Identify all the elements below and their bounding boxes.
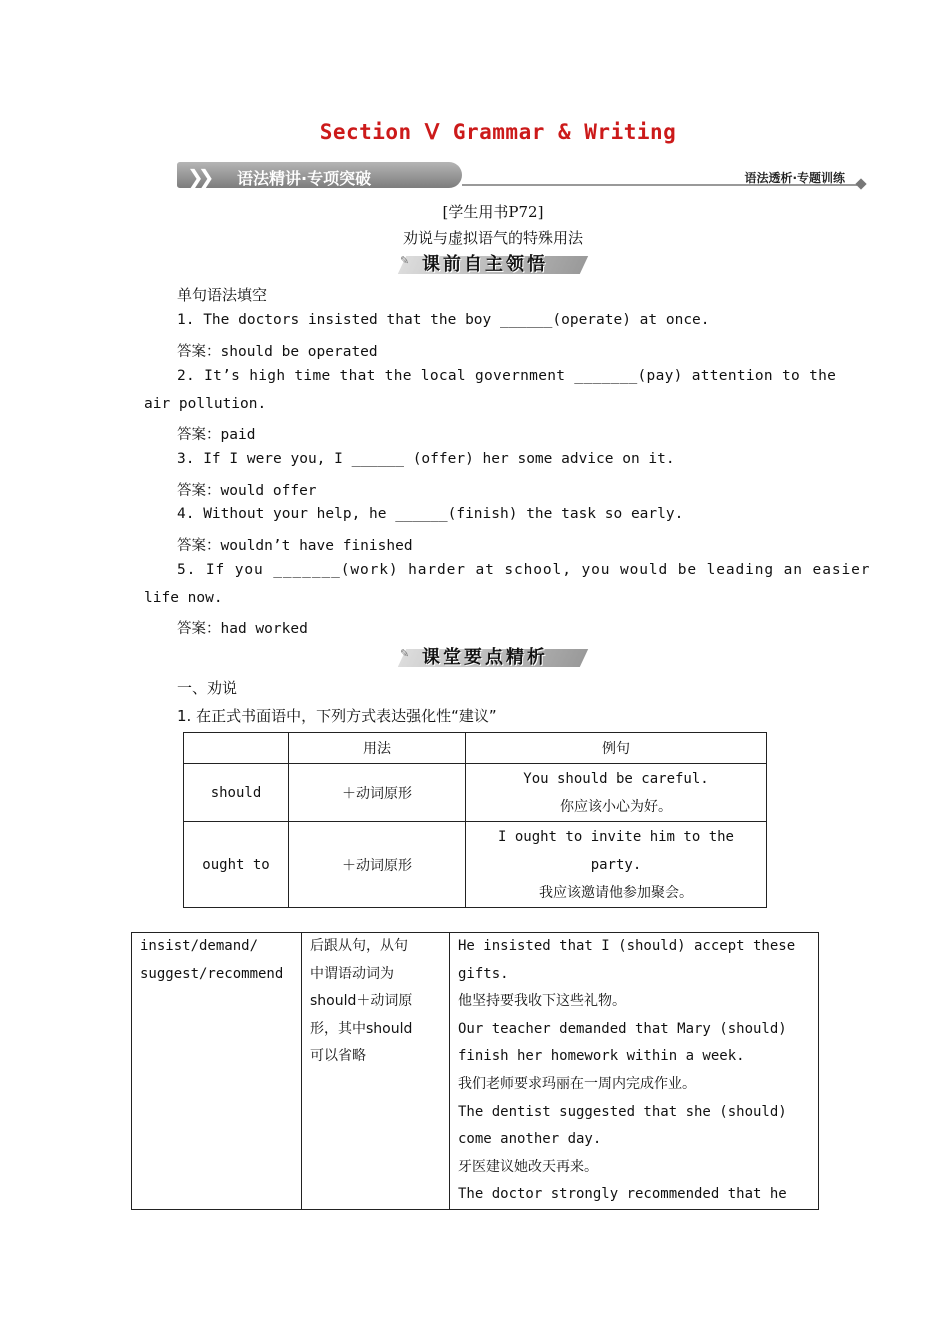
banner-right-label: 语法透析·专题训练 [744,171,845,185]
table-cell-example: I ought to invite him to the party. 我应该邀请他参加聚会。 [466,822,767,908]
diamond-icon [855,178,866,189]
usage-table-1 [183,732,767,908]
question-1: 1. The doctors insisted that the boy ______(operate) at once. [177,312,710,328]
table-cell-usage: ＋动词原形 [289,822,466,908]
exercise-intro: 单句语法填空 [177,286,268,304]
table-cell-word: insist/demand/ suggest/recommend [132,933,302,1210]
table-cell-usage: ＋动词原形 [289,764,466,822]
table-row [184,764,767,822]
answer-2: 答案：paid [177,427,256,443]
table-cell-example: He insisted that I (should) accept these gifts. 他坚持要我收下这些礼物。 Our teacher demanded that Mary (should) finish her homework within a week. 我们老师要求玛丽在一周内完成作业。 The dentist suggested that she (should) come another day. 牙医建议她改天再来。 The doctor strongly recommended that he [450,933,819,1210]
page-title: Section Ⅴ Grammar & Writing [319,120,677,144]
table-header-cell: 用法 [289,733,466,764]
answer-1: 答案：should be operated [177,344,378,360]
answer-4: 答案：wouldn’t have finished [177,538,413,554]
pencil-icon: ✎ [400,647,410,660]
section2-heading: ✎ 课堂要点精析 [398,643,588,671]
table-header-row [184,733,767,764]
table-header-cell: 例句 [466,733,767,764]
topic-title: 劝说与虚拟语气的特殊用法 [402,229,583,247]
table-cell-word: ought to [184,822,289,908]
point-title: 1. 在正式书面语中，下列方式表达强化性“建议” [177,707,497,725]
book-reference: [学生用书P72] [442,203,544,221]
question-2: 2. It’s high time that the local government _______(pay) attention to the [177,368,837,384]
table-row [132,933,819,1210]
answer-3: 答案：would offer [177,483,317,499]
question-5: 5. If you _______(work) harder at school, you would be leading an easier [177,562,871,578]
question-2-cont: air pollution. [144,396,267,412]
pencil-icon: ✎ [400,254,410,267]
chevron-right-icon: ❯❯ [187,165,209,189]
table-cell-word: should [184,764,289,822]
table-cell-example: You should be careful. 你应该小心为好。 [466,764,767,822]
part-title: 一、劝说 [177,679,238,697]
section-banner [177,160,867,190]
table-header-cell [184,733,289,764]
table-row [184,822,767,908]
question-5-cont: life now. [144,590,223,606]
question-3: 3. If I were you, I ______ (offer) her some advice on it. [177,451,675,467]
question-4: 4. Without your help, he ______(finish) the task so early. [177,506,684,522]
banner-ribbon [177,162,462,188]
banner-left-label: 语法精讲·专项突破 [237,169,372,188]
section1-heading: ✎ 课前自主领悟 [398,250,588,278]
table-cell-usage: 后跟从句，从句 中谓语动词为 should＋动词原 形，其中should 可以省略 [302,933,450,1210]
usage-table-2 [131,932,819,1210]
answer-5: 答案：had worked [177,621,308,637]
